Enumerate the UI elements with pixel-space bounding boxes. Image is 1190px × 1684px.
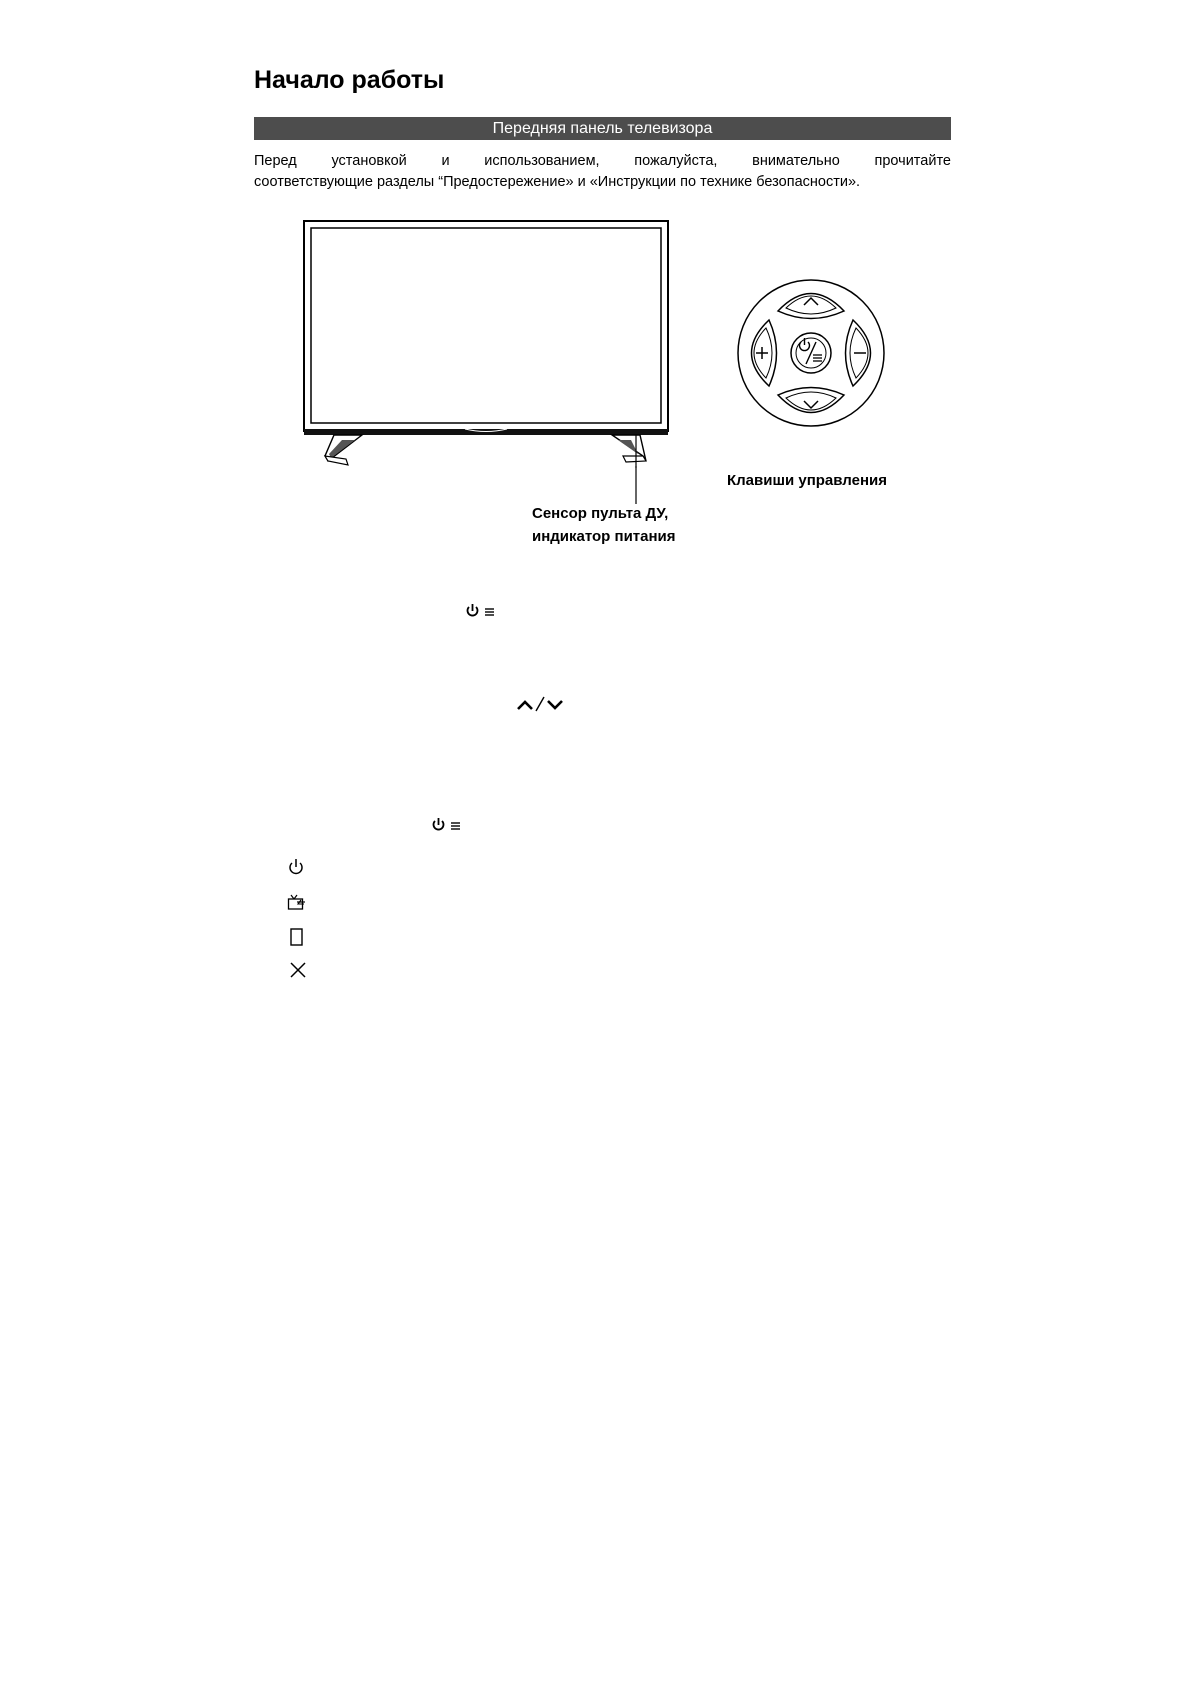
tv-left-stand	[325, 435, 362, 465]
control-keypad	[736, 278, 886, 428]
section-header: Передняя панель телевизора	[254, 117, 951, 140]
sensor-caption	[532, 502, 676, 548]
up-down-arrows-icon	[516, 694, 568, 714]
power-menu-icon-2	[432, 817, 466, 833]
sensor-leader-line	[634, 466, 638, 504]
sensor-caption-line2: индикатор питания	[532, 528, 676, 545]
keypad-power-menu-key	[791, 333, 831, 373]
tv-right-stand	[612, 435, 646, 462]
power-icon	[287, 858, 305, 876]
power-menu-icon	[466, 603, 500, 619]
intro-paragraph-line1: Перед установкой и использованием, пожалуйста, внимательно прочитайте	[254, 153, 951, 169]
tv-front-illustration	[300, 218, 672, 468]
intro-paragraph-line2: соответствующие разделы “Предостережение» и «Инструкции по технике безопасности».	[254, 174, 861, 190]
control-keys-caption: Клавиши управления	[727, 472, 887, 489]
close-icon	[289, 961, 307, 979]
page-title: Начало работы	[254, 66, 445, 94]
sensor-caption-line1: Сенсор пульта ДУ,	[532, 505, 669, 522]
rectangle-icon	[289, 927, 305, 947]
tv-input-icon	[287, 894, 307, 912]
